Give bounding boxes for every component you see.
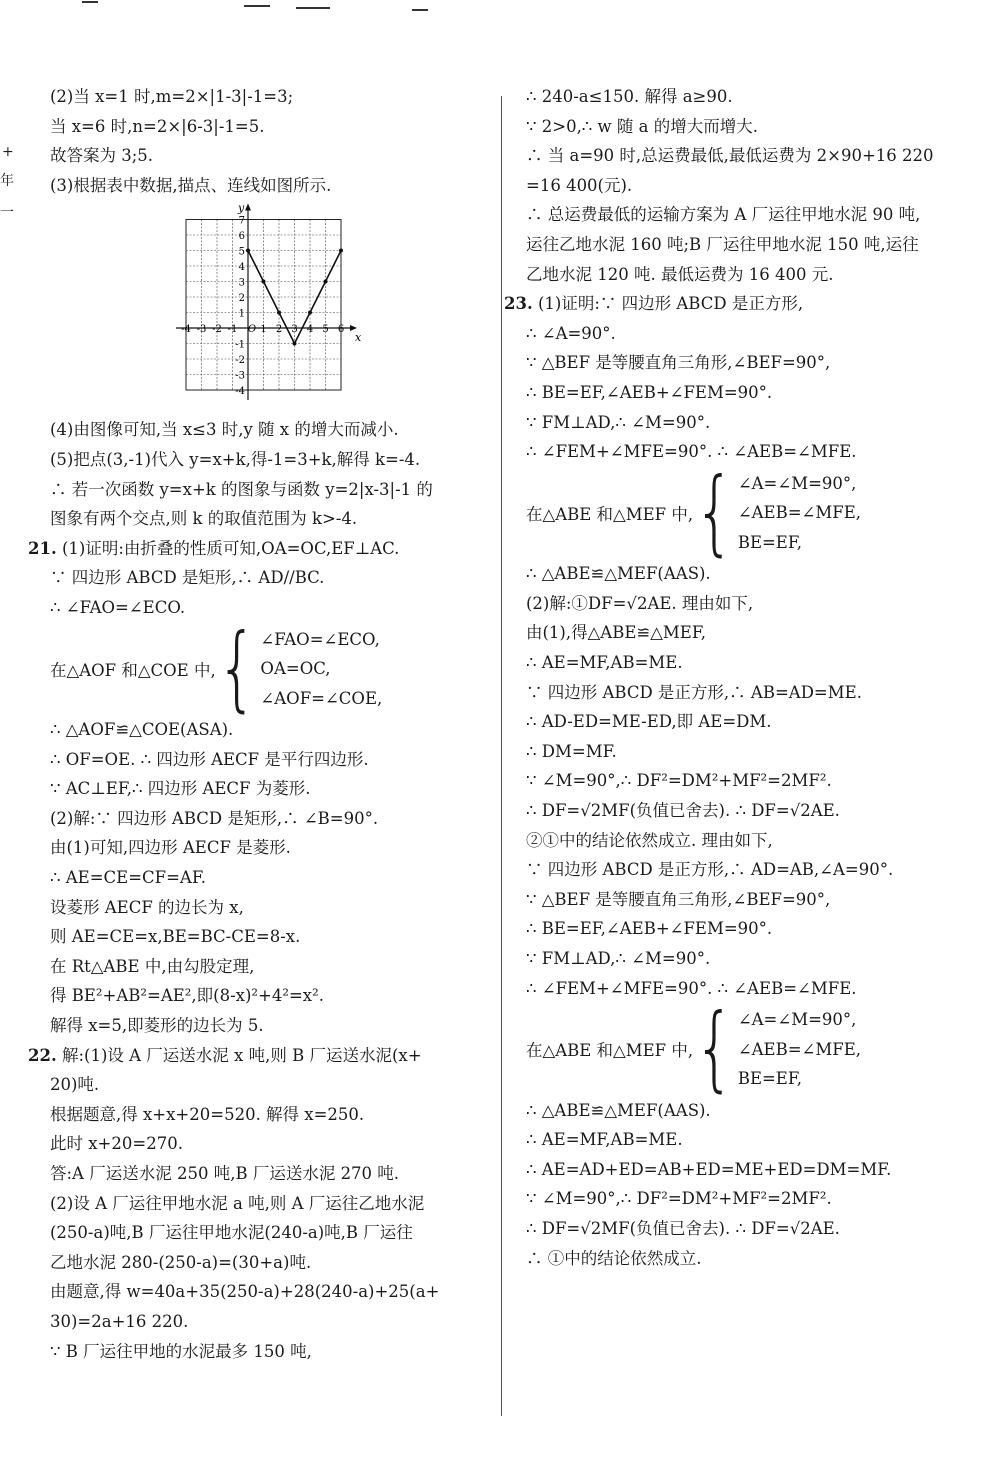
system-row: ∠AEB=∠MFE, (737, 503, 862, 523)
system-row: BE=EF, (737, 532, 802, 552)
graph-point (246, 249, 250, 253)
graph-tick-labels (181, 216, 344, 398)
text-line: 乙地水泥 120 吨. 最低运费为 16 400 元. (526, 264, 834, 284)
system-label: 在△ABE 和△MEF 中, (526, 1041, 694, 1061)
function-graph (176, 201, 362, 403)
x-axis-label: x (355, 331, 362, 345)
text-line: =16 400(元). (526, 175, 633, 195)
brace-icon: { (694, 995, 735, 1104)
graph-point (308, 311, 312, 315)
question-number: 21. (28, 538, 57, 558)
text-line: ∴ 总运费最低的运输方案为 A 厂运往甲地水泥 90 吨, (526, 205, 921, 225)
text-line: ∴ AE=CE=CF=AF. (50, 868, 206, 887)
text-line: ∵ 四边形 ABCD 是正方形,∴ AD=AB,∠A=90°. (526, 860, 894, 880)
question-number: 23. (504, 294, 533, 314)
text-line: ∴ △ABE≌△MEF(AAS). (526, 564, 711, 584)
text-line: 在 Rt△ABE 中,由勾股定理, (50, 956, 255, 976)
text-line: 乙地水泥 280-(250-a)=(30+a)吨. (50, 1252, 312, 1272)
y-tick-label: -1 (235, 339, 245, 351)
x-tick-label: 2 (275, 324, 283, 336)
system-row: BE=EF, (737, 1069, 802, 1089)
text-line: 根据题意,得 x+x+20=520. 解得 x=250. (50, 1104, 365, 1124)
edge-char: 年 (0, 173, 14, 189)
text-line: 图象有两个交点,则 k 的取值范围为 k>-4. (50, 509, 358, 529)
graph-grid (186, 220, 341, 391)
system-row: ∠A=∠M=90°, (737, 1010, 857, 1030)
question-21 (28, 534, 490, 564)
system-row: ∠FAO=∠ECO, (260, 629, 380, 649)
text-line: ∴ 240-a≤150. 解得 a≥90. (526, 87, 733, 106)
graph-axes (176, 201, 357, 401)
equation-system (514, 459, 979, 567)
graph-point (339, 249, 343, 253)
y-tick-label: 4 (238, 262, 245, 274)
brace-icon: { (694, 459, 735, 567)
text-line: ∴ AE=MF,AB=ME. (526, 653, 683, 672)
x-tick-label: -4 (181, 324, 191, 336)
text-line: ∴ ∠FAO=∠ECO. (50, 597, 186, 617)
text-line: 由题意,得 w=40a+35(250-a)+28(240-a)+25(a+ (50, 1282, 440, 1302)
x-tick-label: -3 (196, 324, 207, 336)
y-tick-label: 2 (238, 293, 245, 305)
text-line: ∵ 2>0,∴ w 随 a 的增大而增大. (526, 116, 758, 136)
y-axis-label: y (238, 201, 245, 215)
text-line: 30)=2a+16 220. (50, 1311, 189, 1331)
top-edge-marks (0, 0, 989, 14)
text-line: ∴ 若一次函数 y=x+k 的图象与函数 y=2|x-3|-1 的 (50, 479, 433, 499)
text-line: ∴ 当 a=90 时,总运费最低,最低运费为 2×90+16 220 (526, 146, 934, 166)
y-tick-label: -4 (235, 386, 245, 398)
x-tick-label: O (247, 324, 257, 336)
x-tick-label: 6 (337, 324, 345, 336)
text-line: (2)解:∵ 四边形 ABCD 是矩形,∴ ∠B=90°. (50, 808, 379, 828)
text-line: 得 BE²+AB²=AE²,即(8-x)²+4²=x². (50, 986, 324, 1006)
text-line: (5)把点(3,-1)代入 y=x+k,得-1=3+k,解得 k=-4. (50, 449, 421, 469)
text-line: ∴ DF=√2MF(负值已舍去). ∴ DF=√2AE. (526, 800, 840, 820)
system-row: ∠AEB=∠MFE, (737, 1039, 862, 1059)
left-column (28, 82, 490, 1366)
text-line: ∴ DM=MF. (526, 741, 617, 761)
x-tick-label: -1 (227, 324, 238, 336)
y-tick-label: 6 (238, 231, 245, 243)
text-line: 则 AE=CE=x,BE=BC-CE=8-x. (50, 927, 301, 947)
y-tick-label: -3 (235, 370, 245, 382)
text-line: ∵ ∠M=90°,∴ DF²=DM²+MF²=2MF². (526, 1189, 832, 1209)
y-tick-label: 3 (238, 277, 245, 289)
text-line: (2)解:①DF=√2AE. 理由如下, (526, 593, 754, 613)
graph-point (262, 280, 266, 284)
system-row: OA=OC, (260, 659, 331, 679)
text-line: ∴ BE=EF,∠AEB+∠FEM=90°. (526, 919, 773, 939)
text-line: ∵ FM⊥AD,∴ ∠M=90°. (526, 948, 711, 968)
y-tick-label: -2 (235, 355, 245, 367)
text-line: ∴ DF=√2MF(负值已舍去). ∴ DF=√2AE. (526, 1219, 840, 1238)
equation-system (38, 615, 490, 723)
text-line: (4)由图像可知,当 x≤3 时,y 随 x 的增大而减小. (50, 420, 399, 440)
text-line: ∴ ∠A=90°. (526, 323, 616, 343)
y-tick-label: 1 (238, 308, 245, 320)
text-line: 运往乙地水泥 160 吨;B 厂运往甲地水泥 150 吨,运往 (526, 234, 919, 254)
text-line: ∴ ∠FEM+∠MFE=90°. ∴ ∠AEB=∠MFE. (526, 442, 857, 462)
text-line: 由(1),得△ABE≌△MEF, (526, 623, 706, 643)
right-column (504, 82, 979, 1273)
text-line: ∴ ①中的结论依然成立. (526, 1248, 702, 1268)
text-line: 故答案为 3;5. (50, 146, 154, 166)
x-tick-label: 3 (291, 324, 298, 336)
text-line: ∵ B 厂运往甲地的水泥最多 150 吨, (50, 1341, 312, 1361)
text-line: 解:(1)设 A 厂运送水泥 x 吨,则 B 厂运送水泥(x+ (61, 1045, 422, 1065)
graph-point (277, 311, 281, 315)
text-line: ∴ AE=AD+ED=AB+ED=ME+ED=DM=MF. (526, 1159, 892, 1179)
text-line: ∵ 四边形 ABCD 是矩形,∴ AD//BC. (50, 568, 325, 588)
text-line: ∴ OF=OE. ∴ 四边形 AECF 是平行四边形. (50, 749, 369, 769)
text-line: ∵ FM⊥AD,∴ ∠M=90°. (526, 412, 711, 432)
system-label: 在△AOF 和△COE 中, (50, 660, 216, 680)
text-line: ∴ △AOF≌△COE(ASA). (50, 720, 234, 740)
text-line: ∴ △ABE≌△MEF(AAS). (526, 1100, 711, 1120)
text-line: (1)证明:由折叠的性质可知,OA=OC,EF⊥AC. (61, 538, 400, 558)
system-row: ∠A=∠M=90°, (737, 473, 857, 493)
text-line: ∴ ∠FEM+∠MFE=90°. ∴ ∠AEB=∠MFE. (526, 978, 857, 998)
text-line: (1)证明:∵ 四边形 ABCD 是正方形, (537, 294, 804, 314)
text-line: 此时 x+20=270. (50, 1134, 183, 1154)
system-row: ∠AOF=∠COE, (260, 688, 383, 708)
text-line: (2)当 x=1 时,m=2×|1-3|-1=3; (50, 87, 294, 106)
text-line: 当 x=6 时,n=2×|6-3|-1=5. (50, 116, 265, 136)
graph-point (324, 280, 328, 284)
x-tick-label: 1 (260, 324, 267, 336)
text-line: ∵ 四边形 ABCD 是正方形,∴ AB=AD=ME. (526, 682, 862, 702)
text-line: (3)根据表中数据,描点、连线如图所示. (50, 175, 332, 195)
edge-char: 一 (0, 205, 14, 221)
left-edge-marks (0, 90, 18, 610)
edge-char: + (2, 144, 14, 160)
equation-system (514, 995, 979, 1104)
y-tick-label: 7 (238, 215, 245, 227)
text-line: ∴ AD-ED=ME-ED,即 AE=DM. (526, 712, 772, 732)
x-tick-label: 4 (306, 324, 314, 336)
text-line: ∴ BE=EF,∠AEB+∠FEM=90°. (526, 382, 773, 402)
y-axis-arrow (245, 204, 251, 211)
text-line: 设菱形 AECF 的边长为 x, (50, 897, 244, 917)
question-number: 22. (28, 1045, 57, 1065)
text-line: 由(1)可知,四边形 AECF 是菱形. (50, 838, 291, 858)
text-line: 20)吨. (50, 1075, 100, 1095)
text-line: (2)设 A 厂运往甲地水泥 a 吨,则 A 厂运往乙地水泥 (50, 1193, 425, 1213)
system-label: 在△ABE 和△MEF 中, (526, 504, 694, 524)
column-divider (501, 96, 502, 1416)
text-line: ∵ △BEF 是等腰直角三角形,∠BEF=90°, (526, 353, 831, 373)
brace-icon: { (216, 615, 258, 723)
text-line: ②①中的结论依然成立. 理由如下, (526, 830, 773, 850)
text-line: ∵ △BEF 是等腰直角三角形,∠BEF=90°, (526, 889, 831, 909)
graph-point (293, 342, 297, 346)
question-22 (28, 1041, 490, 1071)
text-line: 解得 x=5,即菱形的边长为 5. (50, 1015, 264, 1035)
question-23 (504, 289, 979, 319)
text-line: ∵ ∠M=90°,∴ DF²=DM²+MF²=2MF². (526, 771, 832, 791)
text-line: ∵ AC⊥EF,∴ 四边形 AECF 为菱形. (50, 779, 311, 799)
x-tick-label: -2 (212, 324, 222, 336)
text-line: ∴ AE=MF,AB=ME. (526, 1130, 683, 1150)
text-line: 答:A 厂运送水泥 250 吨,B 厂运送水泥 270 吨. (50, 1163, 400, 1183)
text-line: (250-a)吨,B 厂运往甲地水泥(240-a)吨,B 厂运往 (50, 1223, 413, 1243)
y-tick-label: 5 (238, 246, 245, 258)
x-tick-label: 5 (322, 324, 329, 336)
